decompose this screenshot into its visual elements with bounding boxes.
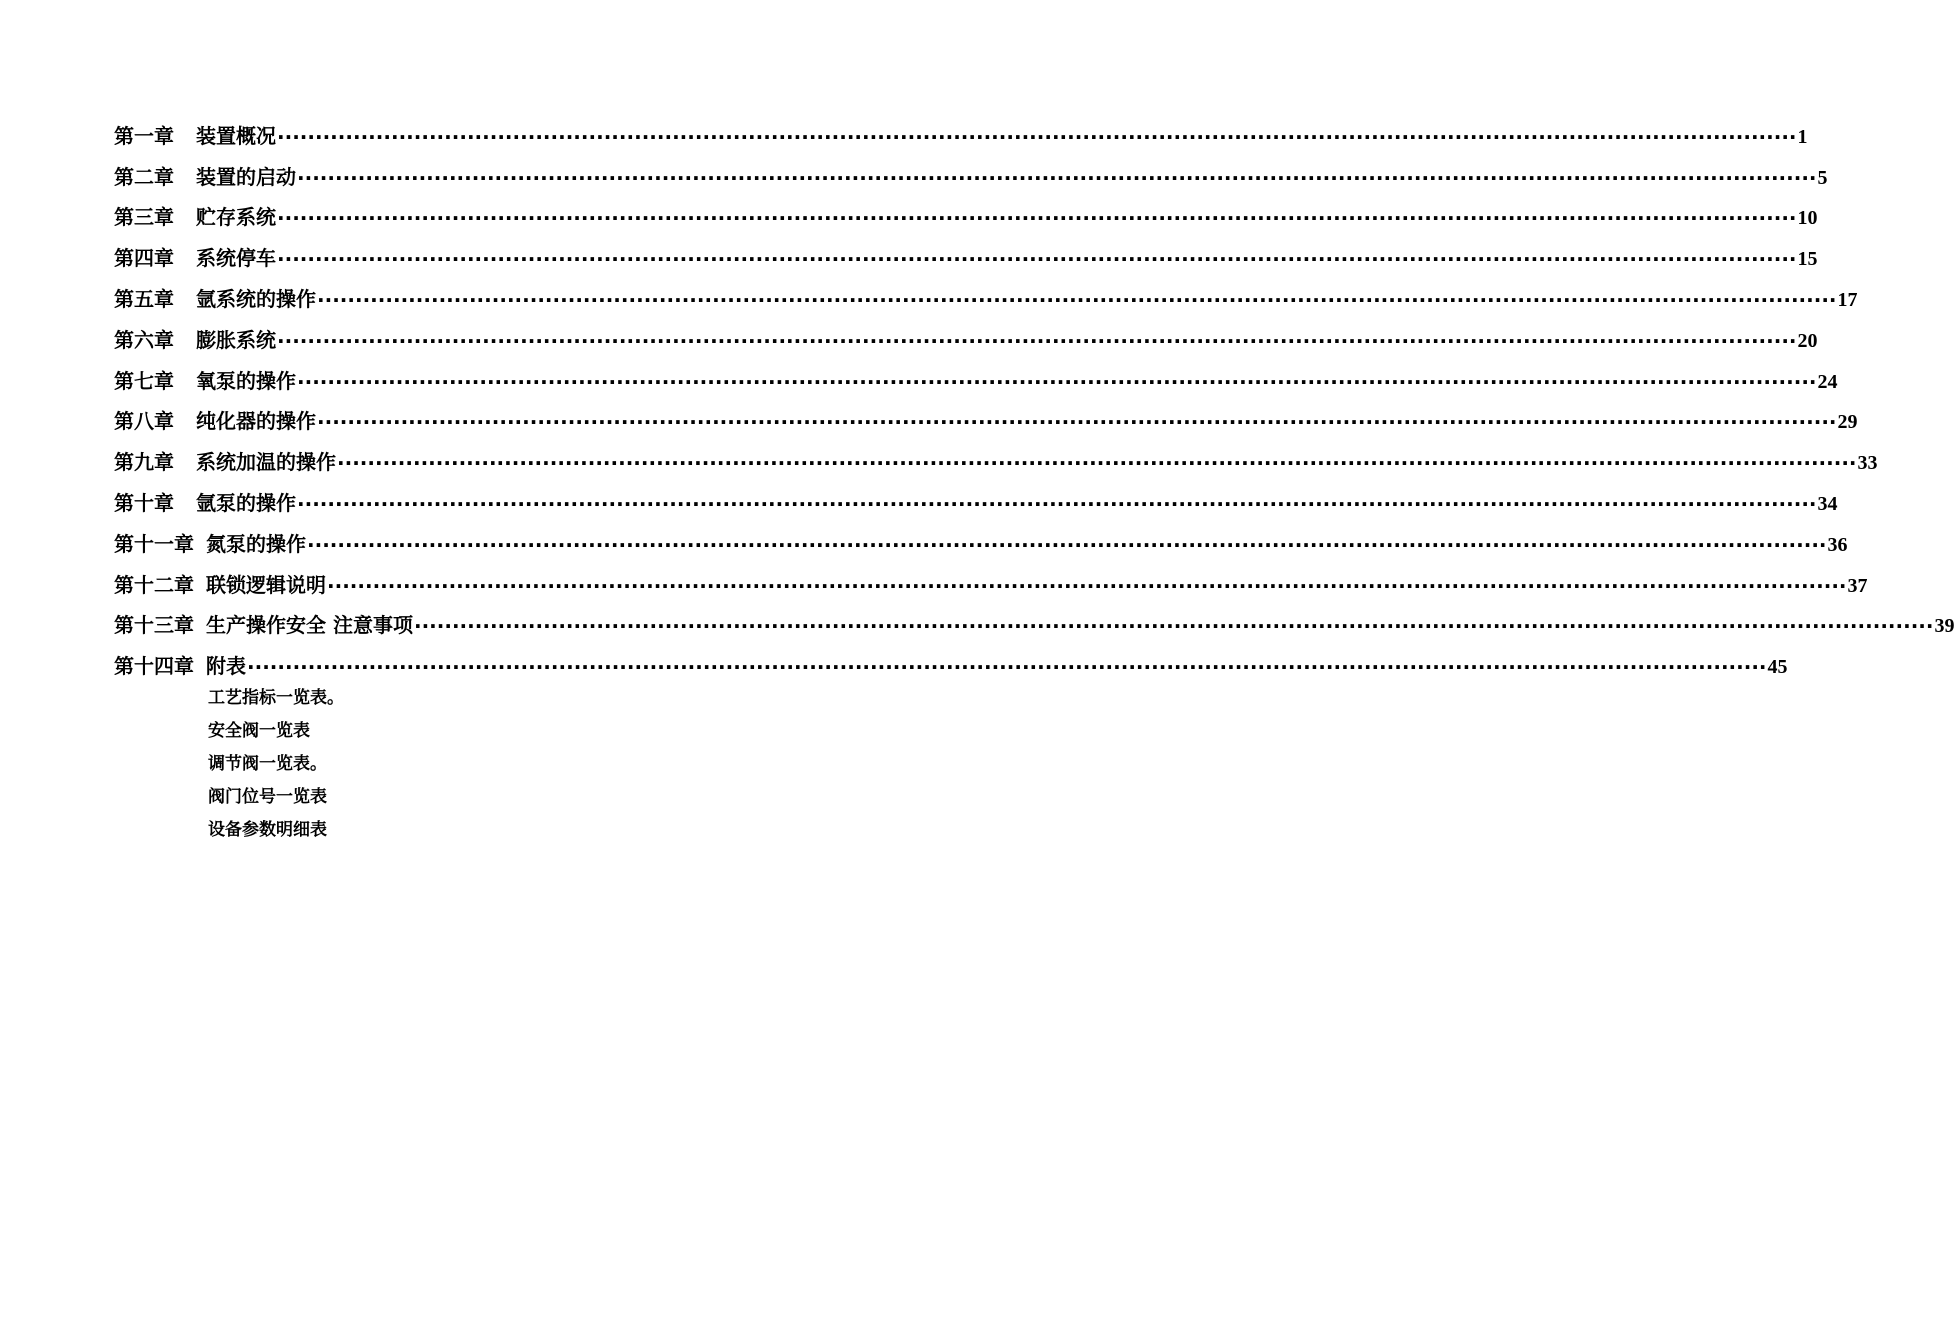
- toc-title: 联锁逻辑说明: [206, 572, 326, 597]
- toc-leader: ········································································································································································································: [277, 328, 1797, 353]
- toc-row[interactable]: [114, 312, 1818, 353]
- toc-chapter: 第一章: [114, 123, 174, 148]
- toc-page: 45: [1767, 656, 1788, 679]
- list-item[interactable]: 设备参数明细表: [208, 820, 327, 840]
- toc-chapter: 第六章: [114, 327, 174, 352]
- toc-title: 氧泵的操作: [196, 368, 296, 393]
- list-item[interactable]: 调节阀一览表。: [208, 754, 327, 774]
- toc-chapter: 第四章: [114, 246, 174, 271]
- toc-leader: ········································································································································································································: [277, 206, 1797, 231]
- toc-row[interactable]: [114, 598, 1955, 639]
- toc-leader: ········································································································································································································: [317, 410, 1837, 435]
- toc-title: 装置的启动: [196, 164, 296, 189]
- toc-page: 20: [1797, 329, 1818, 352]
- toc-page: 17: [1837, 288, 1858, 311]
- toc-row[interactable]: [114, 638, 1788, 680]
- toc-leader: ········································································································································································································: [307, 532, 1827, 557]
- toc-chapter: 第七章: [114, 368, 174, 393]
- toc-leader: ········································································································································································································: [317, 287, 1837, 312]
- toc-page: 37: [1847, 574, 1868, 597]
- toc-chapter: 第十章: [114, 490, 174, 515]
- toc-chapter: 第十一章: [114, 531, 194, 556]
- toc-page: 36: [1827, 533, 1848, 556]
- toc-page: 10: [1797, 207, 1818, 230]
- toc-leader: ········································································································································································································: [277, 247, 1797, 272]
- toc-leader: ········································································································································································································: [327, 573, 1847, 598]
- toc-row[interactable]: [114, 557, 1868, 598]
- toc-row[interactable]: [114, 149, 1828, 190]
- toc-leader: ········································································································································································································: [297, 369, 1817, 394]
- toc-row[interactable]: [114, 516, 1848, 557]
- list-item[interactable]: 工艺指标一览表。: [208, 688, 344, 708]
- toc-title: 贮存系统: [196, 205, 276, 230]
- toc-page: 39: [1934, 615, 1955, 638]
- toc-page: 29: [1837, 411, 1858, 434]
- toc-title: 装置概况: [196, 123, 276, 148]
- toc-page: 34: [1817, 492, 1838, 515]
- table-of-contents: [114, 108, 1955, 680]
- toc-row[interactable]: [114, 271, 1858, 312]
- toc-chapter: 第八章: [114, 409, 174, 434]
- toc-leader: ········································································································································································································: [413, 614, 1934, 639]
- toc-chapter: 第九章: [114, 450, 174, 475]
- toc-leader: ········································································································································································································: [337, 451, 1857, 476]
- toc-leader: ········································································································································································································: [247, 655, 1767, 680]
- toc-title: 系统加温的操作: [196, 450, 336, 475]
- toc-title: 氩系统的操作: [196, 286, 316, 311]
- toc-title: 纯化器的操作: [196, 409, 316, 434]
- toc-page: 1: [1797, 125, 1808, 148]
- toc-chapter: 第二章: [114, 164, 174, 189]
- toc-chapter: 第十四章: [114, 654, 194, 679]
- toc-chapter: 第三章: [114, 205, 174, 230]
- toc-row[interactable]: [114, 434, 1878, 476]
- toc-row[interactable]: [114, 230, 1818, 272]
- toc-page: 15: [1797, 248, 1818, 271]
- toc-row[interactable]: [114, 475, 1838, 516]
- toc-title: 附表: [206, 654, 246, 679]
- list-item[interactable]: 阀门位号一览表: [208, 787, 327, 807]
- toc-leader: ········································································································································································································: [297, 165, 1817, 190]
- toc-chapter: 第五章: [114, 286, 174, 311]
- toc-page: 24: [1817, 370, 1838, 393]
- appendix-list: [208, 682, 344, 847]
- toc-leader: ········································································································································································································: [297, 491, 1817, 516]
- toc-page: 33: [1857, 452, 1878, 475]
- toc-title: 氮泵的操作: [206, 531, 306, 556]
- toc-title: 氩泵的操作: [196, 490, 296, 515]
- toc-page: 5: [1817, 166, 1828, 189]
- toc-row[interactable]: [114, 108, 1808, 149]
- toc-row[interactable]: [114, 353, 1838, 394]
- toc-title: 系统停车: [196, 246, 276, 271]
- toc-chapter: 第十二章: [114, 572, 194, 597]
- toc-row[interactable]: [114, 190, 1818, 231]
- toc-leader: ········································································································································································································: [277, 124, 1797, 149]
- toc-title: 膨胀系统: [196, 327, 276, 352]
- toc-chapter: 第十三章: [114, 613, 194, 638]
- list-item[interactable]: 安全阀一览表: [208, 721, 310, 741]
- toc-title: 生产操作安全 注意事项: [206, 613, 413, 638]
- toc-row[interactable]: [114, 394, 1858, 435]
